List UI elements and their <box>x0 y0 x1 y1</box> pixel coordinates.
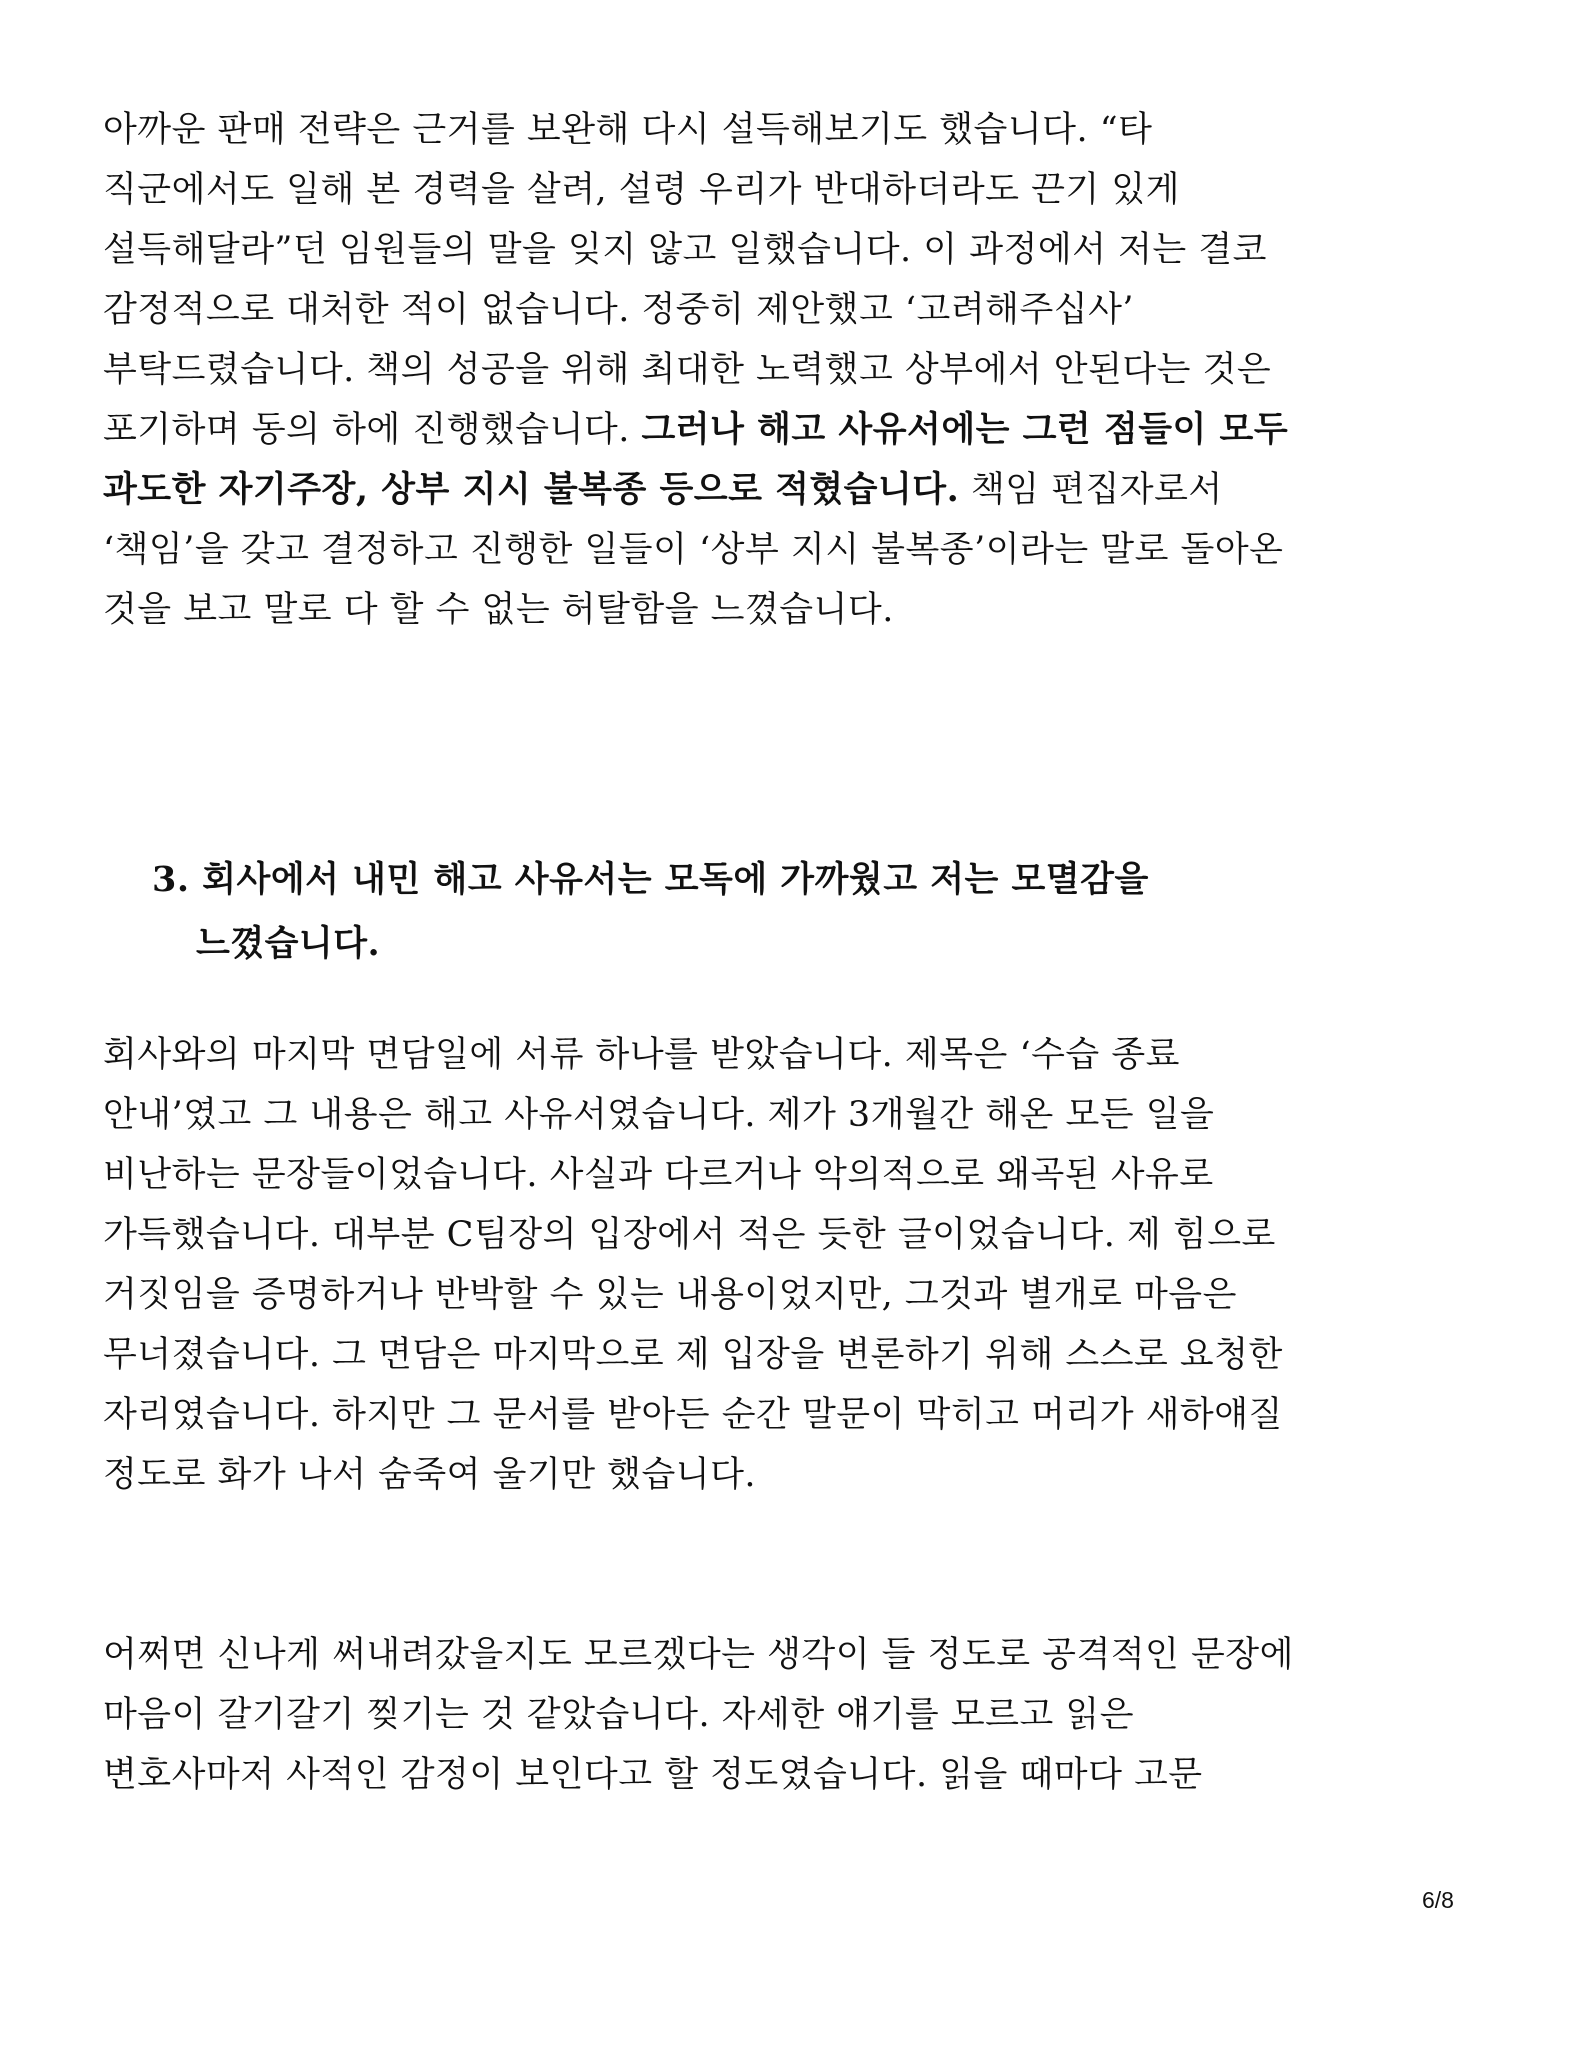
paragraph-line: 거짓임을 증명하거나 반박할 수 있는 내용이었지만, 그것과 별개로 마음은 <box>103 1275 1237 1315</box>
text-run: 부탁드렸습니다. 책의 성공을 위해 최대한 노력했고 상부에서 안된다는 것은 <box>103 350 1272 390</box>
heading-text: 느꼈습니다. <box>196 923 381 964</box>
paragraph-line <box>103 168 1180 212</box>
emphasized-text: 그러나 해고 사유서에는 그런 점들이 모두 <box>641 409 1289 450</box>
paragraph-line: 회사와의 마지막 면담일에 서류 하나를 받았습니다. 제목은 ‘수습 종료 <box>103 1035 1180 1075</box>
paragraph-line <box>103 408 1288 452</box>
paragraph-line: 무너졌습니다. 그 면담은 마지막으로 제 입장을 변론하기 위해 스스로 요청한 <box>103 1335 1283 1375</box>
paragraph-line <box>103 528 1283 572</box>
text-run: 아까운 판매 전략은 근거를 보완해 다시 설득해보기도 했습니다. “타 <box>103 110 1153 150</box>
paragraph-line <box>103 588 894 632</box>
heading-line <box>196 922 380 966</box>
text-run: ‘책임’을 갖고 결정하고 진행한 일들이 ‘상부 지시 불복종’이라는 말로 돌아온 <box>103 530 1284 570</box>
text-run: 감정적으로 대처한 적이 없습니다. 정중히 제안했고 ‘고려해주십사’ <box>103 290 1135 330</box>
paragraph-line <box>103 228 1267 272</box>
text-run: 책임 편집자로서 <box>959 470 1223 510</box>
page-number: 6/8 <box>1422 1887 1454 1913</box>
paragraph-line <box>103 468 1223 512</box>
text-run: 것을 보고 말로 다 할 수 없는 허탈함을 느꼈습니다. <box>103 590 894 630</box>
text-run: 포기하며 동의 하에 진행했습니다. <box>103 410 642 450</box>
paragraph-line <box>103 348 1271 392</box>
paragraph-line <box>103 108 1152 152</box>
text-run: 직군에서도 일해 본 경력을 살려, 설령 우리가 반대하더라도 끈기 있게 <box>103 170 1180 210</box>
paragraph-line: 비난하는 문장들이었습니다. 사실과 다르거나 악의적으로 왜곡된 사유로 <box>103 1155 1214 1195</box>
paragraph-line <box>103 288 1134 332</box>
heading-number: 3. <box>152 859 190 900</box>
paragraph-line: 마음이 갈기갈기 찢기는 것 같았습니다. 자세한 얘기를 모르고 읽은 <box>103 1695 1135 1735</box>
paragraph-line: 어쩌면 신나게 써내려갔을지도 모르겠다는 생각이 들 정도로 공격적인 문장에 <box>103 1635 1294 1675</box>
paragraph-line: 정도로 화가 나서 숨죽여 울기만 했습니다. <box>103 1455 757 1495</box>
heading-text: 회사에서 내민 해고 사유서는 모독에 가까웠고 저는 모멸감을 <box>202 859 1149 900</box>
paragraph-line: 변호사마저 사적인 감정이 보인다고 할 정도였습니다. 읽을 때마다 고문 <box>103 1755 1203 1795</box>
text-run: 설득해달라”던 임원들의 말을 잊지 않고 일했습니다. 이 과정에서 저는 결코 <box>103 230 1267 270</box>
paragraph-line: 안내’였고 그 내용은 해고 사유서였습니다. 제가 3개월간 해온 모든 일을 <box>103 1095 1215 1135</box>
paragraph-line: 가득했습니다. 대부분 C팀장의 입장에서 적은 듯한 글이었습니다. 제 힘으로 <box>103 1215 1276 1255</box>
paragraph-line: 자리였습니다. 하지만 그 문서를 받아든 순간 말문이 막히고 머리가 새하얘질 <box>103 1395 1283 1435</box>
emphasized-text: 과도한 자기주장, 상부 지시 불복종 등으로 적혔습니다. <box>103 469 960 510</box>
heading-line <box>152 858 1149 902</box>
